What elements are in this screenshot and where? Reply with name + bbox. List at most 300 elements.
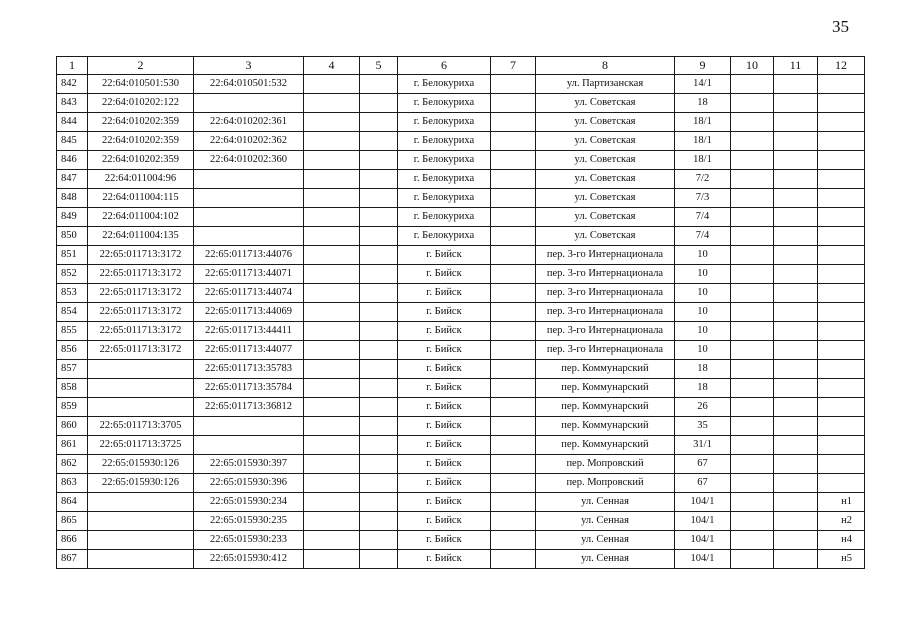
column-4-cell xyxy=(304,132,360,151)
column-10-cell xyxy=(731,227,774,246)
city-cell: г. Бийск xyxy=(398,265,491,284)
row-number-cell: 848 xyxy=(57,189,88,208)
header-row xyxy=(57,57,865,75)
column-header: 2 xyxy=(88,57,194,75)
sub-cadastral-number-cell: 22:65:015930:396 xyxy=(194,474,304,493)
column-7-cell xyxy=(491,531,536,550)
column-7-cell xyxy=(491,246,536,265)
street-cell: ул. Советская xyxy=(536,94,675,113)
table-row xyxy=(57,474,865,493)
city-cell: г. Бийск xyxy=(398,303,491,322)
cadastral-number-cell xyxy=(88,493,194,512)
column-header: 12 xyxy=(818,57,865,75)
cadastral-number-cell: 22:64:010202:122 xyxy=(88,94,194,113)
city-cell: г. Бийск xyxy=(398,341,491,360)
column-header: 11 xyxy=(774,57,818,75)
column-11-cell xyxy=(774,94,818,113)
table-row xyxy=(57,360,865,379)
column-11-cell xyxy=(774,265,818,284)
column-10-cell xyxy=(731,512,774,531)
row-number-cell: 862 xyxy=(57,455,88,474)
column-4-cell xyxy=(304,474,360,493)
premises-cell xyxy=(818,208,865,227)
premises-cell xyxy=(818,265,865,284)
street-cell: ул. Советская xyxy=(536,189,675,208)
column-11-cell xyxy=(774,417,818,436)
house-number-cell: 10 xyxy=(675,265,731,284)
column-4-cell xyxy=(304,170,360,189)
street-cell: ул. Советская xyxy=(536,170,675,189)
row-number-cell: 846 xyxy=(57,151,88,170)
sub-cadastral-number-cell: 22:65:011713:35784 xyxy=(194,379,304,398)
house-number-cell: 104/1 xyxy=(675,531,731,550)
column-4-cell xyxy=(304,550,360,569)
cadastral-number-cell: 22:65:011713:3725 xyxy=(88,436,194,455)
column-10-cell xyxy=(731,455,774,474)
premises-cell xyxy=(818,322,865,341)
row-number-cell: 860 xyxy=(57,417,88,436)
row-number-cell: 844 xyxy=(57,113,88,132)
column-7-cell xyxy=(491,417,536,436)
row-number-cell: 865 xyxy=(57,512,88,531)
column-5-cell xyxy=(360,493,398,512)
premises-cell: н4 xyxy=(818,531,865,550)
column-11-cell xyxy=(774,474,818,493)
cadastral-number-cell: 22:65:011713:3172 xyxy=(88,265,194,284)
column-5-cell xyxy=(360,113,398,132)
street-cell: пер. 3-го Интернационала xyxy=(536,284,675,303)
column-4-cell xyxy=(304,151,360,170)
premises-cell xyxy=(818,436,865,455)
row-number-cell: 858 xyxy=(57,379,88,398)
column-11-cell xyxy=(774,132,818,151)
premises-cell xyxy=(818,227,865,246)
cadastral-number-cell xyxy=(88,550,194,569)
city-cell: г. Белокуриха xyxy=(398,94,491,113)
city-cell: г. Бийск xyxy=(398,360,491,379)
table-row xyxy=(57,322,865,341)
cadastral-number-cell: 22:65:011713:3172 xyxy=(88,303,194,322)
column-4-cell xyxy=(304,94,360,113)
table-row xyxy=(57,379,865,398)
premises-cell xyxy=(818,75,865,94)
sub-cadastral-number-cell: 22:65:015930:234 xyxy=(194,493,304,512)
premises-cell xyxy=(818,341,865,360)
column-10-cell xyxy=(731,75,774,94)
column-5-cell xyxy=(360,322,398,341)
column-5-cell xyxy=(360,227,398,246)
sub-cadastral-number-cell xyxy=(194,170,304,189)
sub-cadastral-number-cell: 22:65:011713:44076 xyxy=(194,246,304,265)
premises-cell: н5 xyxy=(818,550,865,569)
table-row xyxy=(57,227,865,246)
table-row xyxy=(57,512,865,531)
cadastral-number-cell: 22:64:011004:115 xyxy=(88,189,194,208)
cadastral-number-cell: 22:64:010202:359 xyxy=(88,113,194,132)
sub-cadastral-number-cell xyxy=(194,189,304,208)
column-5-cell xyxy=(360,284,398,303)
house-number-cell: 7/3 xyxy=(675,189,731,208)
column-4-cell xyxy=(304,436,360,455)
street-cell: ул. Советская xyxy=(536,227,675,246)
sub-cadastral-number-cell: 22:65:011713:44077 xyxy=(194,341,304,360)
street-cell: пер. Коммунарский xyxy=(536,379,675,398)
sub-cadastral-number-cell: 22:65:011713:36812 xyxy=(194,398,304,417)
table-row xyxy=(57,75,865,94)
premises-cell xyxy=(818,246,865,265)
row-number-cell: 845 xyxy=(57,132,88,151)
column-4-cell xyxy=(304,531,360,550)
column-5-cell xyxy=(360,151,398,170)
cadastral-number-cell xyxy=(88,398,194,417)
house-number-cell: 10 xyxy=(675,246,731,265)
column-7-cell xyxy=(491,265,536,284)
house-number-cell: 104/1 xyxy=(675,493,731,512)
cadastral-number-cell: 22:65:011713:3172 xyxy=(88,284,194,303)
column-11-cell xyxy=(774,303,818,322)
cadastral-number-cell xyxy=(88,531,194,550)
column-10-cell xyxy=(731,265,774,284)
premises-cell xyxy=(818,474,865,493)
row-number-cell: 861 xyxy=(57,436,88,455)
street-cell: ул. Советская xyxy=(536,132,675,151)
city-cell: г. Бийск xyxy=(398,379,491,398)
column-5-cell xyxy=(360,208,398,227)
city-cell: г. Белокуриха xyxy=(398,113,491,132)
column-4-cell xyxy=(304,455,360,474)
row-number-cell: 864 xyxy=(57,493,88,512)
street-cell: ул. Советская xyxy=(536,208,675,227)
row-number-cell: 852 xyxy=(57,265,88,284)
column-7-cell xyxy=(491,303,536,322)
table-row xyxy=(57,94,865,113)
sub-cadastral-number-cell: 22:64:010501:532 xyxy=(194,75,304,94)
sub-cadastral-number-cell xyxy=(194,94,304,113)
city-cell: г. Бийск xyxy=(398,436,491,455)
column-header: 8 xyxy=(536,57,675,75)
column-10-cell xyxy=(731,417,774,436)
column-10-cell xyxy=(731,170,774,189)
sub-cadastral-number-cell: 22:65:015930:412 xyxy=(194,550,304,569)
column-7-cell xyxy=(491,322,536,341)
cadastral-number-cell xyxy=(88,512,194,531)
sub-cadastral-number-cell xyxy=(194,208,304,227)
city-cell: г. Белокуриха xyxy=(398,132,491,151)
city-cell: г. Бийск xyxy=(398,550,491,569)
row-number-cell: 859 xyxy=(57,398,88,417)
column-11-cell xyxy=(774,322,818,341)
column-10-cell xyxy=(731,360,774,379)
column-7-cell xyxy=(491,398,536,417)
column-7-cell xyxy=(491,151,536,170)
street-cell: ул. Советская xyxy=(536,113,675,132)
column-4-cell xyxy=(304,303,360,322)
column-11-cell xyxy=(774,512,818,531)
column-10-cell xyxy=(731,493,774,512)
column-header: 9 xyxy=(675,57,731,75)
house-number-cell: 18/1 xyxy=(675,113,731,132)
house-number-cell: 14/1 xyxy=(675,75,731,94)
column-5-cell xyxy=(360,265,398,284)
street-cell: пер. Коммунарский xyxy=(536,360,675,379)
street-cell: ул. Советская xyxy=(536,151,675,170)
column-10-cell xyxy=(731,379,774,398)
column-5-cell xyxy=(360,341,398,360)
column-10-cell xyxy=(731,531,774,550)
table-row xyxy=(57,436,865,455)
table-row xyxy=(57,284,865,303)
table-row xyxy=(57,113,865,132)
column-7-cell xyxy=(491,284,536,303)
property-registry-table xyxy=(56,56,865,569)
column-10-cell xyxy=(731,474,774,493)
table-row xyxy=(57,417,865,436)
house-number-cell: 7/4 xyxy=(675,227,731,246)
row-number-cell: 854 xyxy=(57,303,88,322)
street-cell: пер. Коммунарский xyxy=(536,436,675,455)
column-11-cell xyxy=(774,341,818,360)
table-row xyxy=(57,455,865,474)
column-11-cell xyxy=(774,531,818,550)
cadastral-number-cell: 22:65:011713:3172 xyxy=(88,246,194,265)
column-5-cell xyxy=(360,132,398,151)
column-4-cell xyxy=(304,398,360,417)
house-number-cell: 18 xyxy=(675,94,731,113)
cadastral-number-cell xyxy=(88,360,194,379)
column-5-cell xyxy=(360,398,398,417)
row-number-cell: 855 xyxy=(57,322,88,341)
house-number-cell: 104/1 xyxy=(675,512,731,531)
column-4-cell xyxy=(304,360,360,379)
table-row xyxy=(57,550,865,569)
street-cell: пер. 3-го Интернационала xyxy=(536,265,675,284)
column-header: 4 xyxy=(304,57,360,75)
row-number-cell: 866 xyxy=(57,531,88,550)
city-cell: г. Бийск xyxy=(398,455,491,474)
cadastral-number-cell: 22:65:015930:126 xyxy=(88,474,194,493)
house-number-cell: 7/2 xyxy=(675,170,731,189)
cadastral-number-cell: 22:64:011004:102 xyxy=(88,208,194,227)
cadastral-number-cell: 22:64:010202:359 xyxy=(88,132,194,151)
cadastral-number-cell: 22:64:010202:359 xyxy=(88,151,194,170)
column-11-cell xyxy=(774,436,818,455)
cadastral-number-cell xyxy=(88,379,194,398)
street-cell: пер. Мопровский xyxy=(536,455,675,474)
column-7-cell xyxy=(491,113,536,132)
sub-cadastral-number-cell: 22:64:010202:361 xyxy=(194,113,304,132)
sub-cadastral-number-cell: 22:65:011713:35783 xyxy=(194,360,304,379)
column-5-cell xyxy=(360,170,398,189)
column-5-cell xyxy=(360,246,398,265)
premises-cell xyxy=(818,360,865,379)
premises-cell xyxy=(818,284,865,303)
column-11-cell xyxy=(774,189,818,208)
house-number-cell: 10 xyxy=(675,341,731,360)
table-row xyxy=(57,531,865,550)
column-7-cell xyxy=(491,341,536,360)
house-number-cell: 104/1 xyxy=(675,550,731,569)
city-cell: г. Бийск xyxy=(398,284,491,303)
premises-cell xyxy=(818,113,865,132)
cadastral-number-cell: 22:64:011004:96 xyxy=(88,170,194,189)
column-10-cell xyxy=(731,436,774,455)
sub-cadastral-number-cell: 22:65:015930:397 xyxy=(194,455,304,474)
sub-cadastral-number-cell xyxy=(194,227,304,246)
city-cell: г. Белокуриха xyxy=(398,189,491,208)
table-row xyxy=(57,493,865,512)
column-11-cell xyxy=(774,113,818,132)
column-11-cell xyxy=(774,379,818,398)
column-11-cell xyxy=(774,246,818,265)
city-cell: г. Бийск xyxy=(398,493,491,512)
cadastral-number-cell: 22:65:011713:3172 xyxy=(88,341,194,360)
street-cell: ул. Партизанская xyxy=(536,75,675,94)
table-body xyxy=(57,75,865,569)
house-number-cell: 10 xyxy=(675,322,731,341)
premises-cell xyxy=(818,170,865,189)
premises-cell xyxy=(818,379,865,398)
table-row xyxy=(57,151,865,170)
city-cell: г. Белокуриха xyxy=(398,75,491,94)
column-11-cell xyxy=(774,398,818,417)
column-5-cell xyxy=(360,303,398,322)
premises-cell xyxy=(818,189,865,208)
cadastral-number-cell: 22:64:011004:135 xyxy=(88,227,194,246)
house-number-cell: 35 xyxy=(675,417,731,436)
column-5-cell xyxy=(360,436,398,455)
cadastral-number-cell: 22:65:015930:126 xyxy=(88,455,194,474)
street-cell: пер. Коммунарский xyxy=(536,417,675,436)
column-5-cell xyxy=(360,512,398,531)
street-cell: пер. 3-го Интернационала xyxy=(536,341,675,360)
street-cell: ул. Сенная xyxy=(536,512,675,531)
city-cell: г. Белокуриха xyxy=(398,227,491,246)
column-4-cell xyxy=(304,493,360,512)
column-5-cell xyxy=(360,360,398,379)
column-10-cell xyxy=(731,151,774,170)
row-number-cell: 850 xyxy=(57,227,88,246)
city-cell: г. Белокуриха xyxy=(398,170,491,189)
column-11-cell xyxy=(774,493,818,512)
premises-cell xyxy=(818,151,865,170)
column-4-cell xyxy=(304,417,360,436)
table-row xyxy=(57,208,865,227)
sub-cadastral-number-cell: 22:64:010202:360 xyxy=(194,151,304,170)
column-7-cell xyxy=(491,455,536,474)
column-header: 10 xyxy=(731,57,774,75)
column-10-cell xyxy=(731,341,774,360)
column-10-cell xyxy=(731,246,774,265)
house-number-cell: 18 xyxy=(675,379,731,398)
street-cell: пер. 3-го Интернационала xyxy=(536,322,675,341)
sub-cadastral-number-cell: 22:65:011713:44071 xyxy=(194,265,304,284)
column-7-cell xyxy=(491,379,536,398)
street-cell: пер. 3-го Интернационала xyxy=(536,246,675,265)
column-10-cell xyxy=(731,284,774,303)
column-5-cell xyxy=(360,189,398,208)
row-number-cell: 851 xyxy=(57,246,88,265)
sub-cadastral-number-cell: 22:65:015930:235 xyxy=(194,512,304,531)
premises-cell xyxy=(818,303,865,322)
column-7-cell xyxy=(491,474,536,493)
house-number-cell: 18/1 xyxy=(675,151,731,170)
house-number-cell: 31/1 xyxy=(675,436,731,455)
column-4-cell xyxy=(304,322,360,341)
column-4-cell xyxy=(304,379,360,398)
cadastral-number-cell: 22:65:011713:3172 xyxy=(88,322,194,341)
column-7-cell xyxy=(491,94,536,113)
sub-cadastral-number-cell: 22:65:015930:233 xyxy=(194,531,304,550)
house-number-cell: 10 xyxy=(675,303,731,322)
column-11-cell xyxy=(774,151,818,170)
column-4-cell xyxy=(304,341,360,360)
row-number-cell: 853 xyxy=(57,284,88,303)
column-5-cell xyxy=(360,94,398,113)
house-number-cell: 26 xyxy=(675,398,731,417)
premises-cell xyxy=(818,417,865,436)
sub-cadastral-number-cell: 22:65:011713:44411 xyxy=(194,322,304,341)
column-4-cell xyxy=(304,512,360,531)
column-7-cell xyxy=(491,75,536,94)
street-cell: пер. Мопровский xyxy=(536,474,675,493)
sub-cadastral-number-cell xyxy=(194,436,304,455)
column-4-cell xyxy=(304,189,360,208)
column-7-cell xyxy=(491,227,536,246)
sub-cadastral-number-cell xyxy=(194,417,304,436)
column-5-cell xyxy=(360,531,398,550)
city-cell: г. Бийск xyxy=(398,512,491,531)
column-4-cell xyxy=(304,284,360,303)
column-5-cell xyxy=(360,455,398,474)
column-5-cell xyxy=(360,474,398,493)
column-header: 3 xyxy=(194,57,304,75)
column-5-cell xyxy=(360,379,398,398)
column-4-cell xyxy=(304,246,360,265)
house-number-cell: 67 xyxy=(675,455,731,474)
table-row xyxy=(57,341,865,360)
column-header: 1 xyxy=(57,57,88,75)
row-number-cell: 856 xyxy=(57,341,88,360)
premises-cell: н2 xyxy=(818,512,865,531)
column-5-cell xyxy=(360,550,398,569)
column-header: 6 xyxy=(398,57,491,75)
column-header: 5 xyxy=(360,57,398,75)
column-7-cell xyxy=(491,132,536,151)
sub-cadastral-number-cell: 22:64:010202:362 xyxy=(194,132,304,151)
house-number-cell: 18 xyxy=(675,360,731,379)
column-10-cell xyxy=(731,94,774,113)
column-7-cell xyxy=(491,189,536,208)
sub-cadastral-number-cell: 22:65:011713:44069 xyxy=(194,303,304,322)
table-row xyxy=(57,132,865,151)
column-7-cell xyxy=(491,436,536,455)
row-number-cell: 849 xyxy=(57,208,88,227)
column-10-cell xyxy=(731,322,774,341)
row-number-cell: 847 xyxy=(57,170,88,189)
column-11-cell xyxy=(774,75,818,94)
street-cell: пер. 3-го Интернационала xyxy=(536,303,675,322)
city-cell: г. Бийск xyxy=(398,246,491,265)
city-cell: г. Белокуриха xyxy=(398,208,491,227)
sub-cadastral-number-cell: 22:65:011713:44074 xyxy=(194,284,304,303)
cadastral-number-cell: 22:65:011713:3705 xyxy=(88,417,194,436)
column-10-cell xyxy=(731,132,774,151)
table-row xyxy=(57,265,865,284)
column-5-cell xyxy=(360,75,398,94)
row-number-cell: 863 xyxy=(57,474,88,493)
row-number-cell: 857 xyxy=(57,360,88,379)
table-row xyxy=(57,246,865,265)
